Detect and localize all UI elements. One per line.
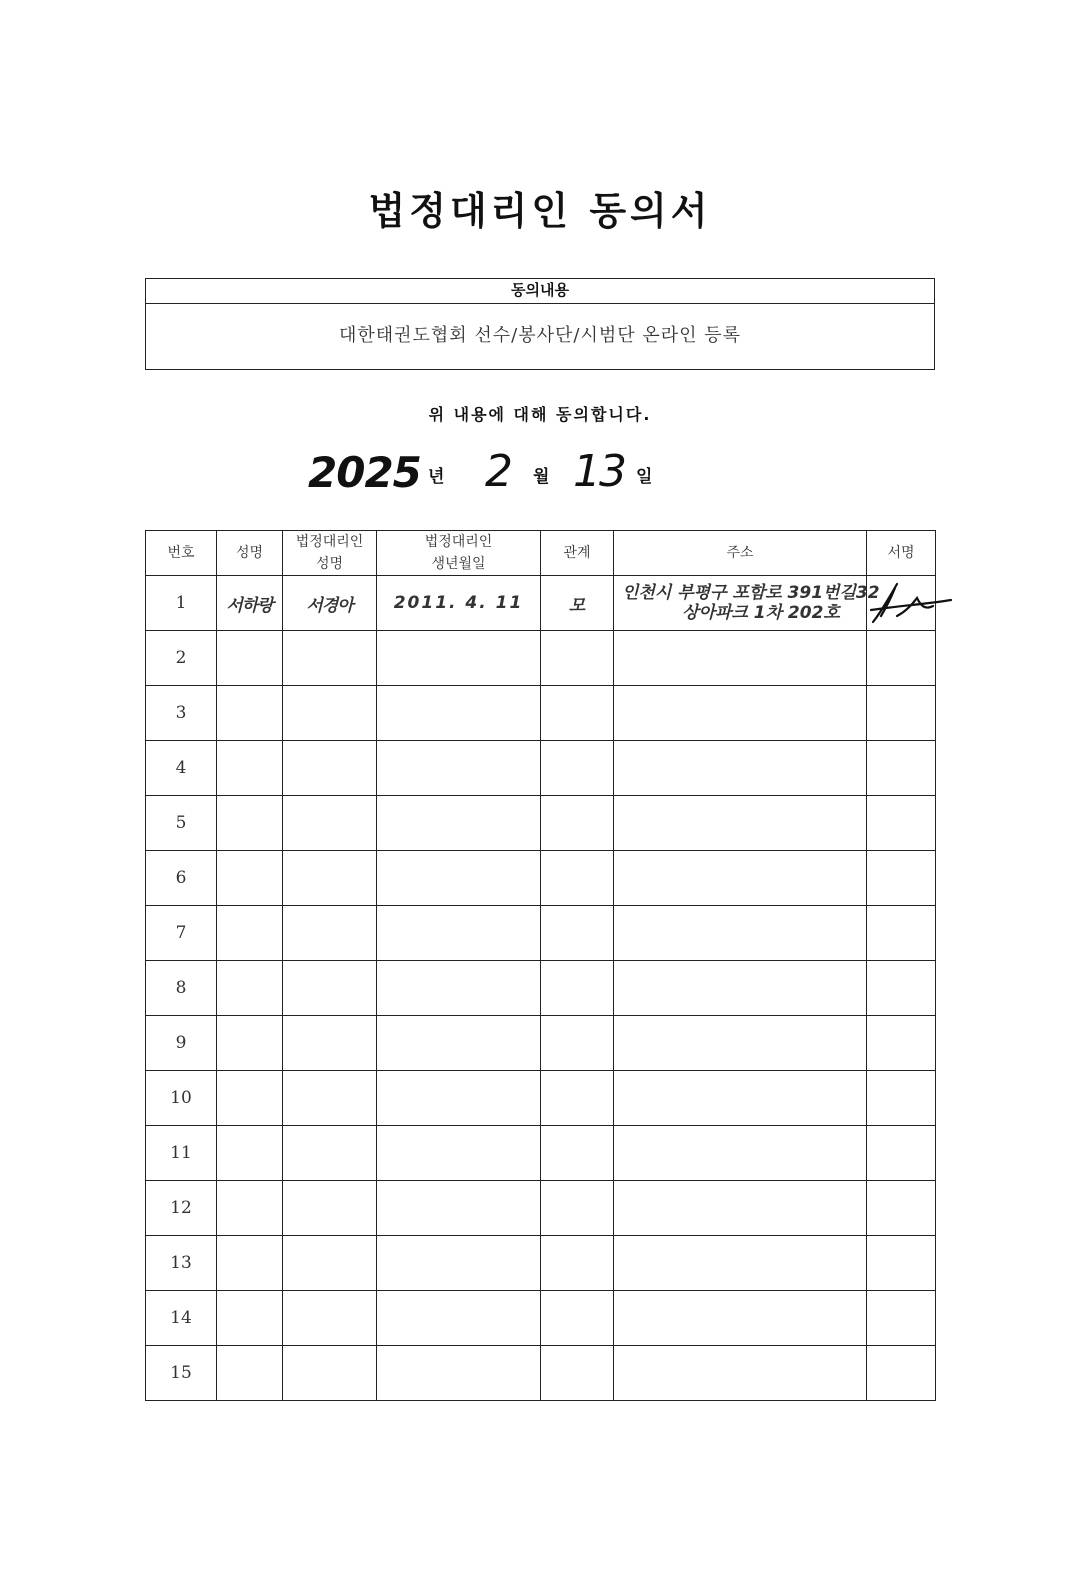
header-name: 성명: [217, 531, 283, 576]
table-row: [146, 906, 936, 961]
row-no: 3: [146, 686, 217, 741]
consent-box: [145, 278, 935, 370]
row-address-line1: 인천시 부평구 포함로 391번길32: [622, 583, 880, 603]
row-no: 13: [146, 1236, 217, 1291]
header-guardian-birth: [377, 531, 541, 576]
table-row: [146, 961, 936, 1016]
row-no: 6: [146, 851, 217, 906]
header-guardian-name-line2: 성명: [315, 556, 344, 572]
date-year-unit: 년: [428, 467, 445, 487]
header-no: 번호: [146, 531, 217, 576]
date-year: 2025: [308, 448, 421, 497]
row-no: 8: [146, 961, 217, 1016]
header-guardian-name: [283, 531, 377, 576]
row-guardian-name: 서경아: [283, 576, 377, 631]
row-no: 14: [146, 1291, 217, 1346]
agreement-statement: 위 내용에 대해 동의합니다.: [428, 405, 652, 424]
header-guardian-birth-line2: 생년월일: [431, 556, 486, 572]
table-row: [146, 796, 936, 851]
row-no: 15: [146, 1346, 217, 1401]
row-address: [614, 576, 880, 631]
document-title: 법정대리인 동의서: [368, 189, 712, 233]
table-header-row: [146, 531, 936, 576]
date-day: 13: [573, 446, 625, 497]
row-no: 1: [146, 576, 217, 631]
table-row: [146, 1016, 936, 1071]
table-row: [146, 631, 936, 686]
consent-body: 대한태권도협회 선수/봉사단/시범단 온라인 등록: [338, 325, 742, 346]
row-no: 5: [146, 796, 217, 851]
header-signature: 서명: [867, 531, 936, 576]
table-row: [146, 686, 936, 741]
row-name: 서하랑: [217, 576, 283, 631]
row-no: 7: [146, 906, 217, 961]
table-row: [146, 1236, 936, 1291]
handwritten-signature: [867, 576, 957, 630]
date-day-unit: 일: [636, 467, 653, 487]
header-address: 주소: [614, 531, 867, 576]
row-relation: 모: [541, 576, 614, 631]
row-no: 9: [146, 1016, 217, 1071]
row-signature: [867, 576, 936, 631]
table-row: [146, 1181, 936, 1236]
date-month-unit: 월: [533, 467, 550, 487]
header-guardian-name-line1: 법정대리인: [295, 534, 364, 550]
table-row: [146, 1291, 936, 1346]
table-row: [146, 576, 936, 631]
header-relation: 관계: [541, 531, 614, 576]
table-row: [146, 741, 936, 796]
table-row: [146, 1346, 936, 1401]
row-guardian-birth: 2011. 4. 11: [377, 576, 541, 631]
row-no: 4: [146, 741, 217, 796]
row-no: 11: [146, 1126, 217, 1181]
row-no: 12: [146, 1181, 217, 1236]
row-address-line2: 상아파크 1차 202호: [682, 603, 840, 623]
row-no: 10: [146, 1071, 217, 1126]
consent-header: 동의내용: [146, 279, 934, 304]
header-guardian-birth-line1: 법정대리인: [424, 534, 493, 550]
date-row: [0, 444, 1080, 504]
date-month: 2: [485, 446, 513, 497]
registration-table: [145, 530, 936, 1401]
table-row: [146, 1071, 936, 1126]
table-row: [146, 1126, 936, 1181]
row-no: 2: [146, 631, 217, 686]
table-row: [146, 851, 936, 906]
